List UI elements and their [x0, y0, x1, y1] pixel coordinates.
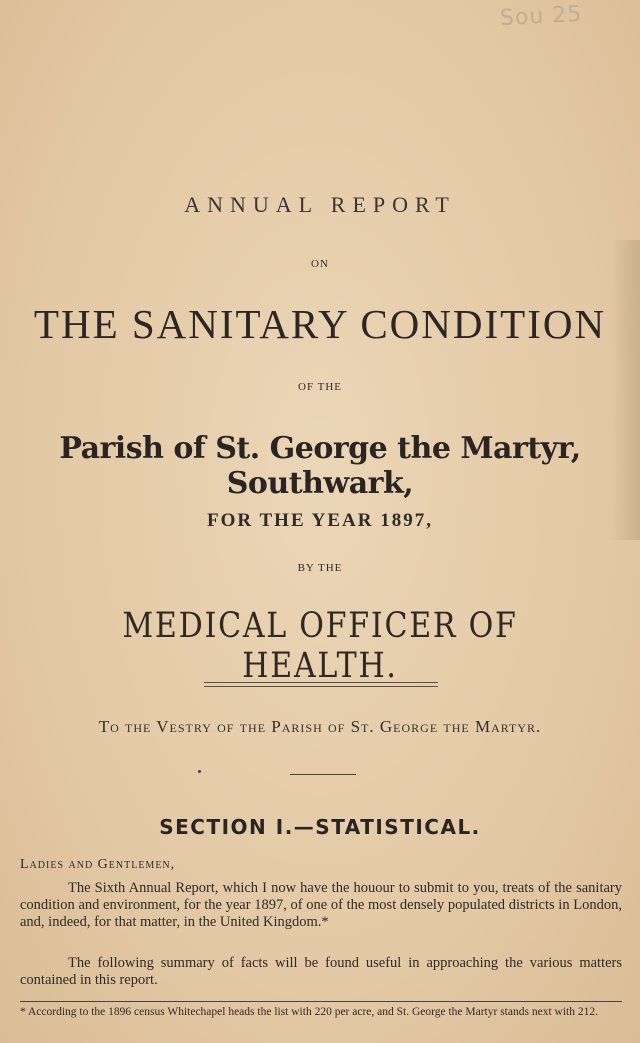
double-rule-divider — [204, 682, 438, 687]
salutation: Ladies and Gentlemen, — [20, 857, 176, 872]
footnote: * According to the 1896 census Whitechapel heads the list with 220 per acre, and St. George the Martyr stands next with 212. — [20, 1006, 598, 1018]
section-heading: SECTION I.—STATISTICAL. — [159, 815, 481, 839]
report-title-on: ON — [311, 258, 329, 270]
report-year: FOR THE YEAR 1897, — [206, 510, 434, 531]
body-paragraph-2: The following summary of facts will be found useful in approaching the various matters contained in this report. — [20, 955, 622, 988]
report-title-line1: ANNUAL REPORT — [184, 192, 456, 217]
short-rule-divider — [290, 774, 356, 775]
report-author: MEDICAL OFFICER OF HEALTH. — [122, 606, 518, 686]
parish-name: Parish of St. George the Martyr, Southwark, — [59, 431, 581, 501]
pencil-shelfmark: Sou 25 — [499, 1, 583, 32]
footnote-rule — [20, 1001, 622, 1002]
address-line: To the Vestry of the Parish of St. George the Martyr. — [98, 717, 542, 736]
report-title-by-the: BY THE — [297, 562, 343, 574]
report-title-of-the: OF THE — [298, 381, 342, 393]
body-paragraph-1: The Sixth Annual Report, which I now have the houour to submit to you, treats of the sanitary condition and environment, for the year 1897, of one of the most densely populated districts in London, and, indeed, for that matter, in the United Kingdom.* — [20, 880, 622, 930]
ink-dot — [198, 770, 201, 773]
report-title-main: THE SANITARY CONDITION — [33, 301, 607, 347]
